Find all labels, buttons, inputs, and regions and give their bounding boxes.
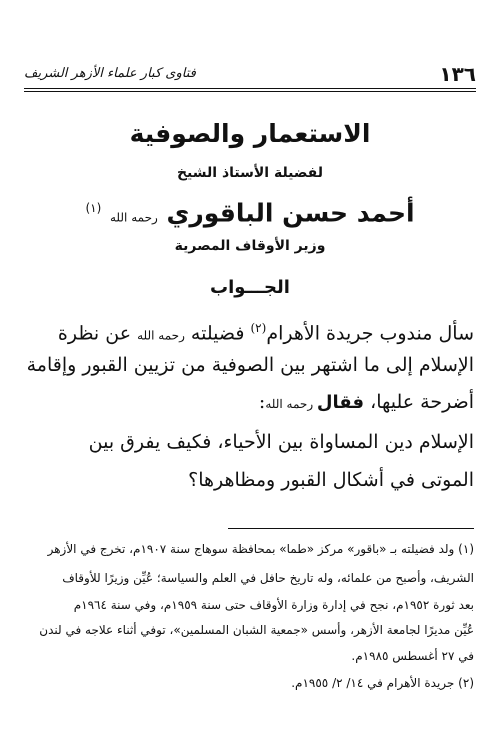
footnote-line-5: في ٢٧ أغسطس ١٩٨٥م. bbox=[351, 649, 474, 663]
author-position: وزير الأوقاف المصرية bbox=[174, 238, 326, 254]
body-line-5: الموتى في أشكال القبور ومظاهرها؟ bbox=[188, 469, 474, 491]
body-line-3-honorific: رحمه الله bbox=[265, 397, 317, 411]
author-honorific: رحمه الله bbox=[109, 210, 158, 225]
book-title: فتاوى كبار علماء الأزهر الشريف bbox=[24, 66, 196, 81]
body-line-1-text-c: عن نظرة bbox=[57, 322, 138, 345]
author-name-line bbox=[24, 190, 476, 235]
header-rule-thin bbox=[24, 91, 476, 92]
footnote-line-1: (١) ولد فضيلته بـ «باقور» مركز «طما» بمحافظة سوهاج سنة ١٩٠٧م، تخرج في الأزهر bbox=[47, 542, 474, 556]
page-number: ١٣٦ bbox=[439, 62, 476, 86]
footnote-line-4: عُيِّن مديرًا لجامعة الأزهر، وأسس «جمعية الشبان المسلمين»، توفي أثناء علاجه في لندن bbox=[39, 623, 474, 637]
footnote-rule bbox=[228, 528, 474, 529]
author-name: أحمد حسن الباقوري bbox=[166, 198, 415, 228]
body-line-1-honorific: رحمه الله bbox=[137, 328, 185, 343]
answer-heading: الجـــواب bbox=[210, 277, 290, 298]
body-line-3 bbox=[28, 386, 474, 420]
body-line-1-text-a: سأل مندوب جريدة الأهرام bbox=[266, 322, 474, 345]
article-subtitle: لفضيلة الأستاذ الشيخ bbox=[176, 165, 324, 181]
body-line-1 bbox=[28, 312, 474, 351]
running-header bbox=[24, 62, 476, 88]
body-line-3-bold: فقال bbox=[316, 392, 365, 413]
author-footnote-ref: (١) bbox=[85, 201, 102, 215]
footnote-line-3: بعد ثورة ١٩٥٢م، نجح في إدارة وزارة الأوقاف حتى سنة ١٩٥٩م، وفي سنة ١٩٦٤م bbox=[73, 598, 474, 612]
body-line-3-end: : bbox=[258, 391, 266, 413]
footnote-line-2: الشريف، وأصبح من علمائه، وله تاريخ حافل في العلم والسياسة؛ عُيِّن وزيرًا للأوقاف bbox=[62, 571, 474, 585]
body-line-2: الإسلام إلى ما اشتهر بين الصوفية من تزيين القبور وإقامة bbox=[26, 354, 474, 376]
body-line-3-text: أضرحة عليها، bbox=[364, 391, 474, 413]
body-footnote-ref: (٢) bbox=[250, 321, 267, 335]
header-rule bbox=[24, 88, 476, 89]
body-line-4: الإسلام دين المساواة بين الأحياء، فكيف يفرق بين bbox=[88, 431, 474, 453]
article-title: الاستعمار والصوفية bbox=[129, 119, 371, 148]
body-line-1-text-b: فضيلته bbox=[184, 322, 251, 345]
footnote-line-6: (٢) جريدة الأهرام في ١٤/ ٢/ ١٩٥٥م. bbox=[291, 676, 474, 690]
